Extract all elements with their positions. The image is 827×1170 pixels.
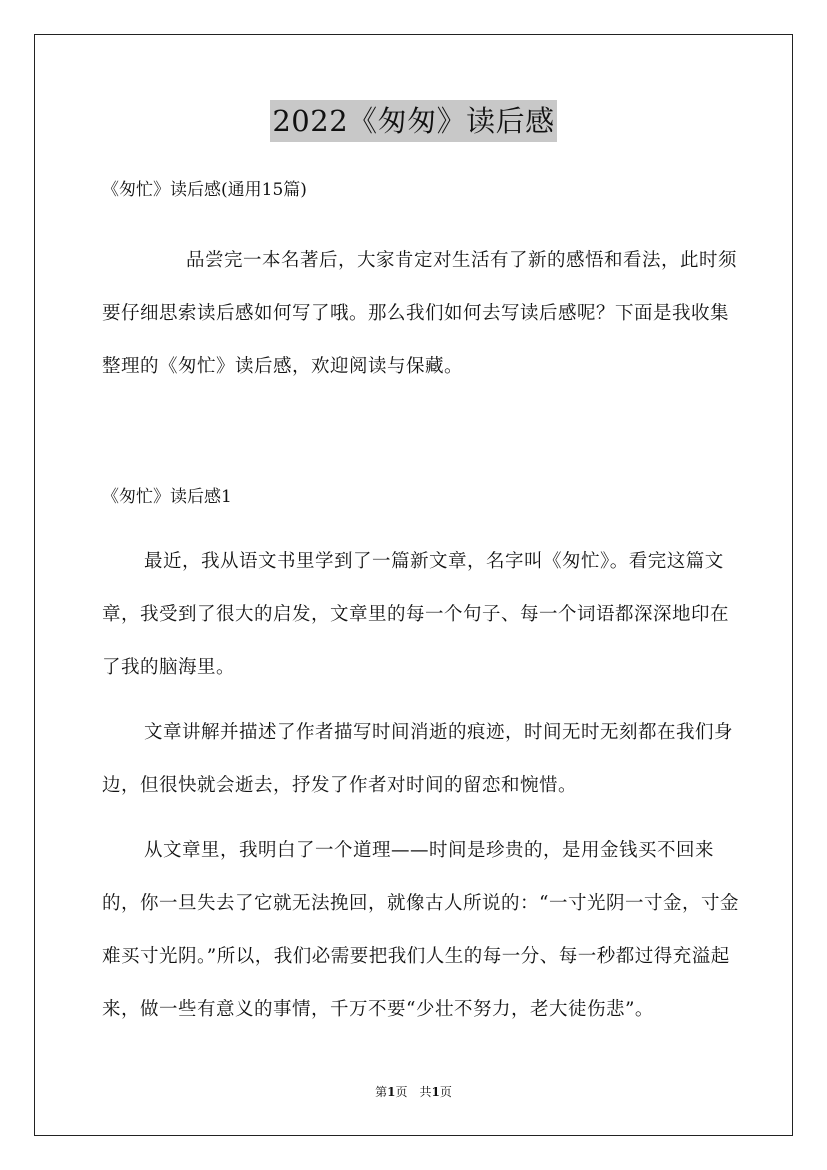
title-container bbox=[0, 100, 827, 142]
document-subtitle: 《匆忙》读后感(通用15篇) bbox=[102, 180, 307, 200]
footer-page-prefix: 第 bbox=[375, 1085, 388, 1099]
page-footer bbox=[0, 1084, 827, 1100]
intro-paragraph: 品尝完一本名著后，大家肯定对生活有了新的感悟和看法，此时须要仔细思索读后感如何写了哦。那么我们如何去写读后感呢？下面是我收集整理的《匆忙》读后感，欢迎阅读与保藏。 bbox=[102, 250, 738, 377]
document-title: 2022《匆匆》读后感 bbox=[270, 100, 556, 142]
footer-page-current: 1 bbox=[387, 1085, 396, 1099]
document-body bbox=[102, 176, 742, 1036]
footer-page-suffix: 页 bbox=[439, 1085, 452, 1099]
body-paragraph-2: 文章讲解并描述了作者描写时间消逝的痕迹，时间无时无刻都在我们身边，但很快就会逝去，抒发了作者对时间的留恋和惋惜。 bbox=[102, 722, 734, 796]
footer-page-mid: 页 共 bbox=[395, 1085, 432, 1099]
section-heading: 《匆忙》读后感1 bbox=[102, 487, 232, 507]
body-paragraph-3: 从文章里，我明白了一个道理——时间是珍贵的，是用金钱买不回来的，你一旦失去了它就无法挽回，就像古人所说的：“一寸光阴一寸金，寸金难买寸光阴。”所以，我们必需要把我们人生的每一分、每一秒都过得充溢起来，做一些有意义的事情，千万不要“少壮不努力，老大徒伤悲”。 bbox=[102, 840, 739, 1020]
body-paragraph-1: 最近，我从语文书里学到了一篇新文章，名字叫《匆忙》。看完这篇文章，我受到了很大的启发，文章里的每一个句子、每一个词语都深深地印在了我的脑海里。 bbox=[102, 551, 730, 678]
footer-page-total: 1 bbox=[431, 1085, 440, 1099]
